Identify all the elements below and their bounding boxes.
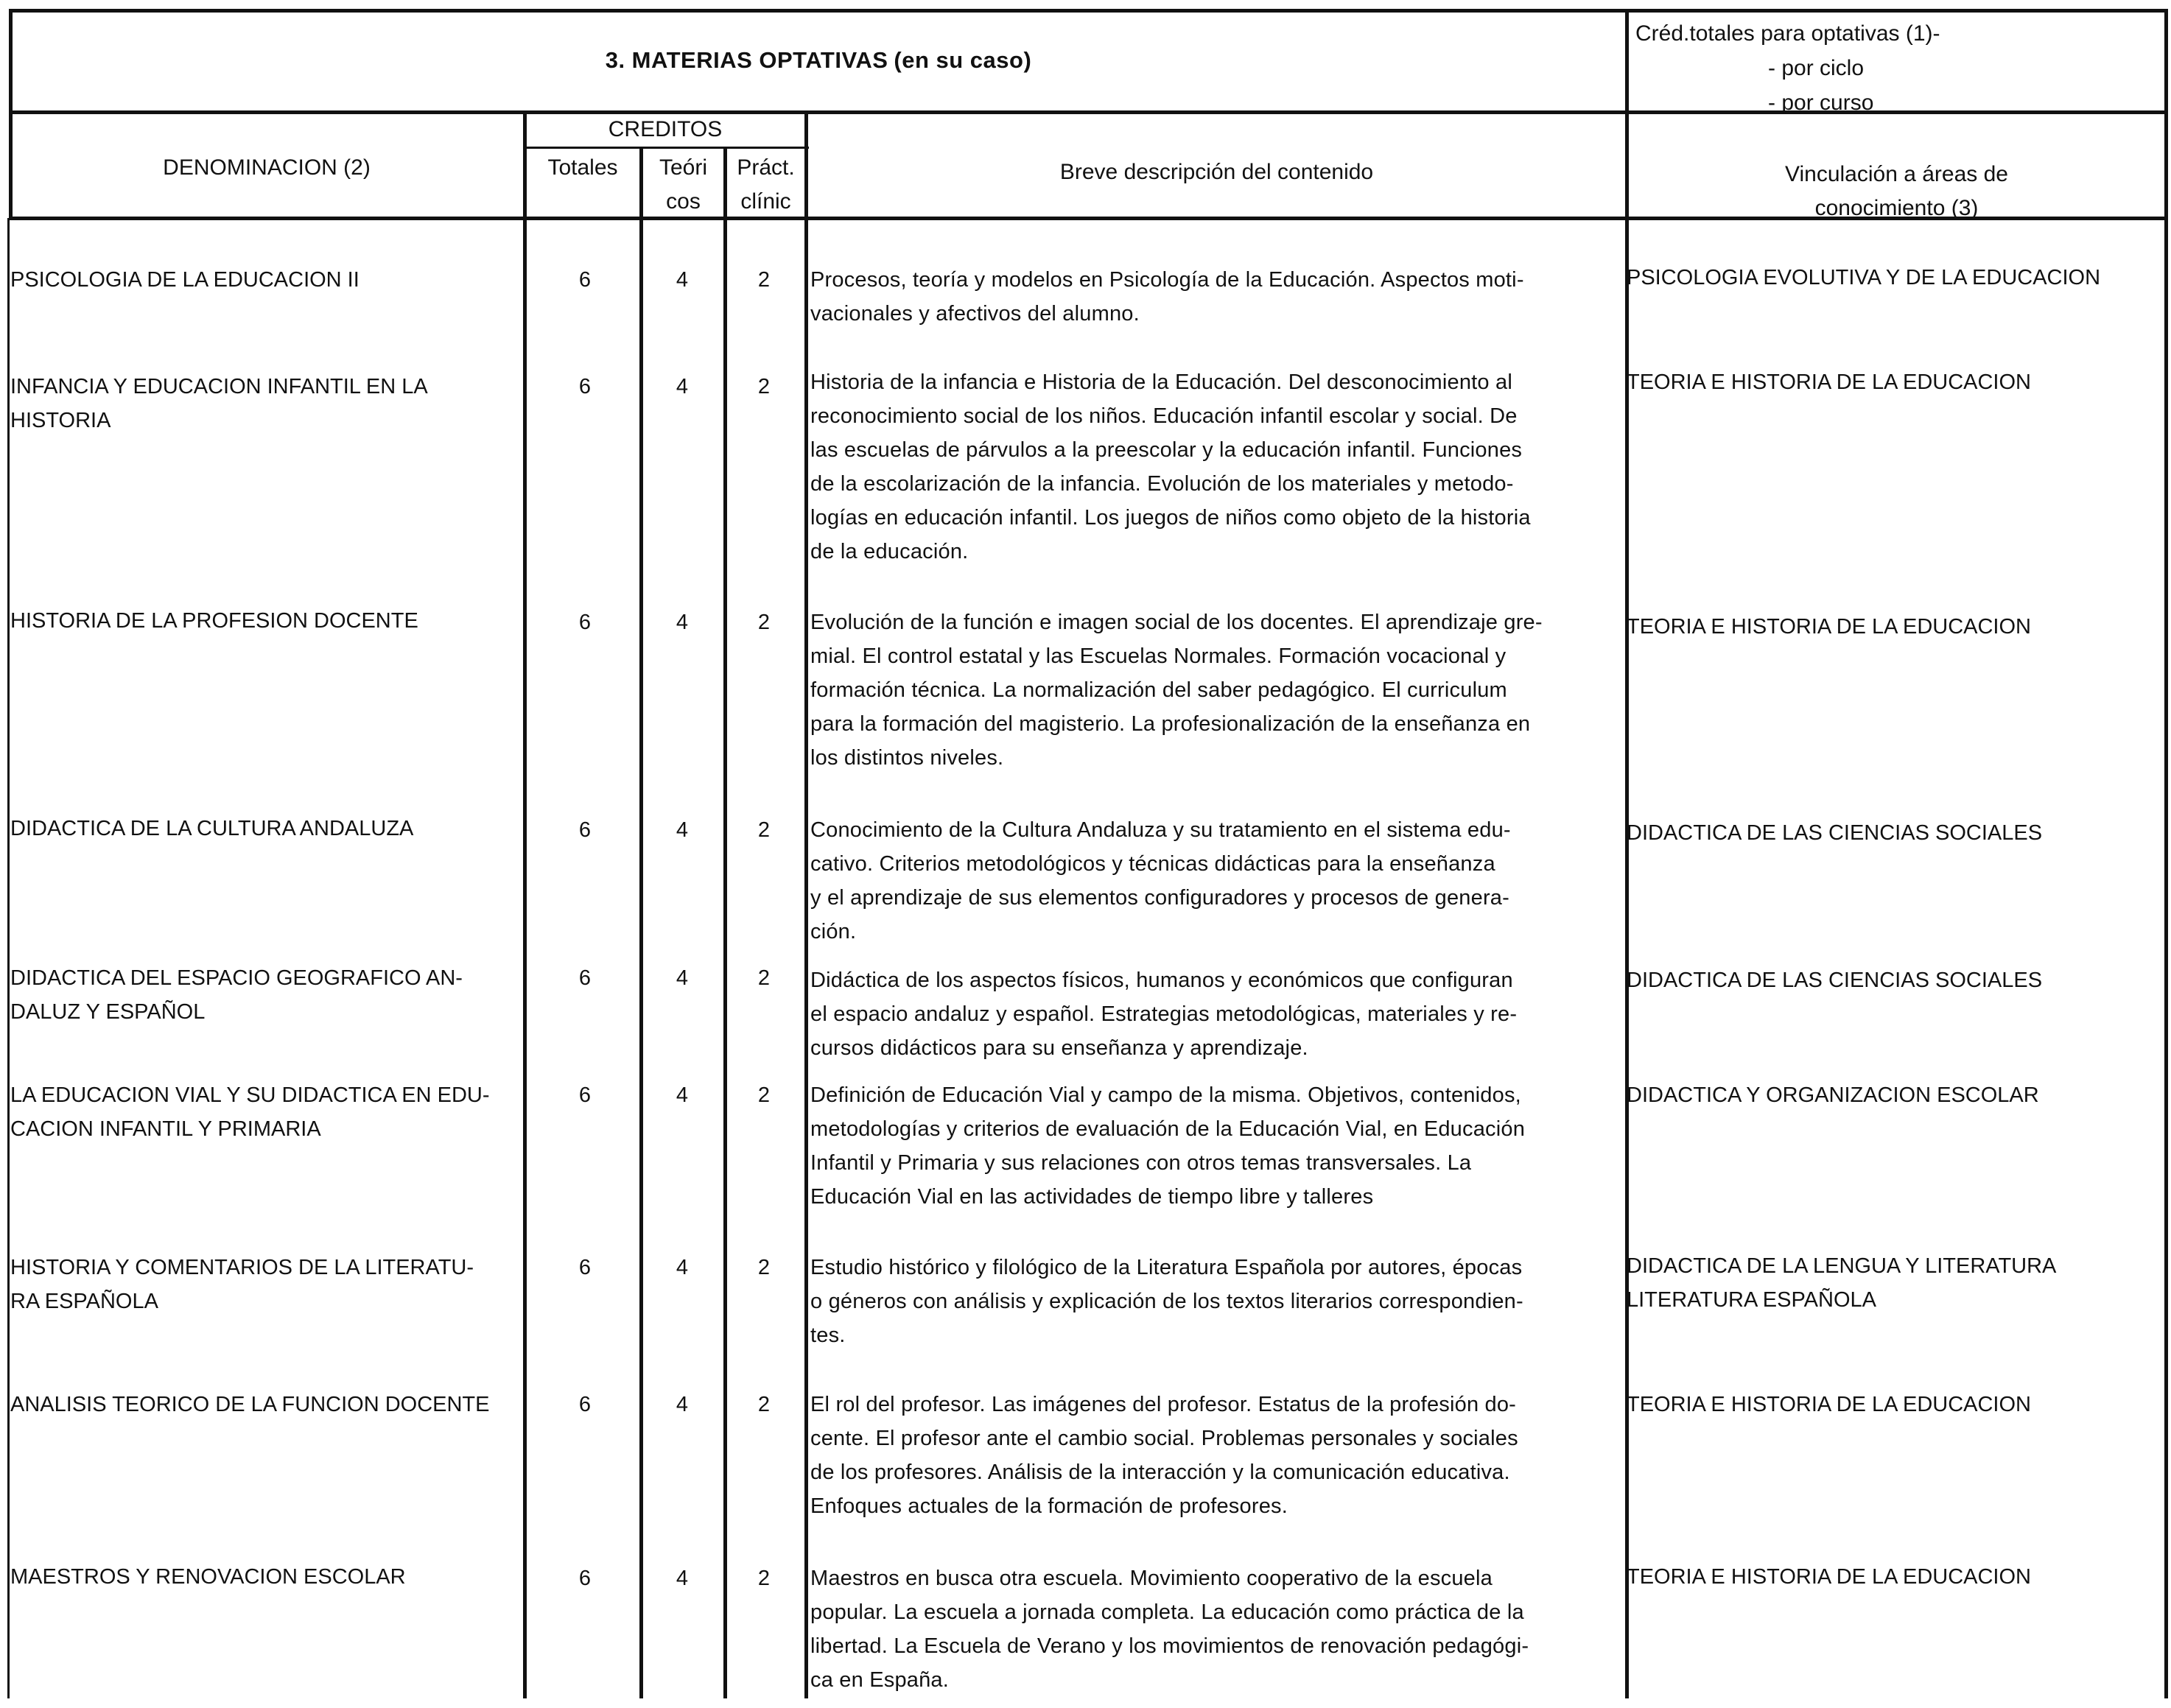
row-denominacion: HISTORIA DE LA PROFESION DOCENTE [10, 609, 418, 633]
row-practicos: 2 [757, 818, 771, 842]
row-denominacion: MAESTROS Y RENOVACION ESCOLAR [10, 1565, 406, 1589]
row-descripcion: Conocimiento de la Cultura Andaluza y su tratamiento en el sistema edu- cativo. Criterios metodológicos y técnicas didácticas para la enseñanza y el aprendizaje de sus elementos configuradores y procesos de genera- ción. [810, 818, 1511, 943]
column-divider-descripcion [804, 110, 808, 1698]
row-area: DIDACTICA Y ORGANIZACION ESCOLAR [1627, 1083, 2039, 1107]
row-totales: 6 [578, 818, 592, 842]
row-area: TEORIA E HISTORIA DE LA EDUCACION [1627, 615, 2031, 639]
row-descripcion: Procesos, teoría y modelos en Psicología de la Educación. Aspectos moti- vacionales y afectivos del alumno. [810, 268, 1524, 326]
row-totales: 6 [578, 268, 592, 292]
column-header-creditos: CREDITOS [608, 117, 723, 141]
row-denominacion: LA EDUCACION VIAL Y SU DIDACTICA EN EDU- CACION INFANTIL Y PRIMARIA [10, 1083, 490, 1141]
row-teoricos: 4 [676, 1256, 689, 1279]
column-header-teoricos-line-1: Teóri [659, 155, 708, 180]
row-practicos: 2 [757, 1393, 771, 1416]
row-area: DIDACTICA DE LA LENGUA Y LITERATURA LITERATURA ESPAÑOLA [1627, 1254, 2057, 1312]
row-totales: 6 [578, 1393, 592, 1416]
column-header-practicos [727, 151, 804, 219]
row-totales: 6 [578, 1083, 592, 1107]
column-header-practicos-line-1: Práct. [737, 155, 795, 180]
row-denominacion: DIDACTICA DE LA CULTURA ANDALUZA [10, 817, 414, 840]
row-descripcion: Historia de la infancia e Historia de la Educación. Del desconocimiento al reconocimiento social de los niños. Educación infantil escolar y social. De las escuelas de párvulos a la preescolar y la educación infantil. Funciones de la escolarización de la infancia. Evolución de los materiales y metodo- logías en educación infantil. Los juegos de niños como objeto de la historia de la educación. [810, 370, 1531, 563]
column-divider-practicos [723, 147, 727, 1698]
column-header-teoricos [643, 151, 723, 219]
row-practicos: 2 [757, 1256, 771, 1279]
row-teoricos: 4 [676, 268, 689, 292]
column-header-vinculacion-line-2: conocimiento (3) [1814, 196, 1979, 220]
row-teoricos: 4 [676, 1567, 689, 1590]
row-teoricos: 4 [676, 375, 689, 398]
column-header-denominacion: DENOMINACION (2) [163, 155, 371, 180]
column-header-vinculacion-line-1: Vinculación a áreas de [1785, 162, 2008, 186]
row-area: PSICOLOGIA EVOLUTIVA Y DE LA EDUCACION [1627, 266, 2101, 289]
row-practicos: 2 [757, 375, 771, 398]
column-header-totales: Totales [547, 155, 618, 180]
section-title [10, 10, 1627, 110]
credits-note-line-3: - por curso [1768, 91, 1874, 115]
row-totales: 6 [578, 611, 592, 634]
row-denominacion: ANALISIS TEORICO DE LA FUNCION DOCENTE [10, 1393, 490, 1416]
column-header-descripcion: Breve descripción del contenido [1059, 160, 1374, 184]
row-descripcion: Estudio histórico y filológico de la Literatura Española por autores, épocas o géneros con análisis y explicación de los textos literarios correspondien- tes. [810, 1256, 1523, 1347]
row-practicos: 2 [757, 611, 771, 634]
row-practicos: 2 [757, 1083, 771, 1107]
row-practicos: 2 [757, 966, 771, 990]
section-title-main: 3. MATERIAS OPTATIVAS [605, 47, 888, 73]
row-teoricos: 4 [676, 966, 689, 990]
row-teoricos: 4 [676, 1083, 689, 1107]
row-area: TEORIA E HISTORIA DE LA EDUCACION [1627, 370, 2031, 394]
row-totales: 6 [578, 1567, 592, 1590]
row-descripcion: Evolución de la función e imagen social de los docentes. El aprendizaje gre- mial. El control estatal y las Escuelas Normales. Formación vocacional y formación técnica. La normalización del saber pedagógico. El curriculum para la formación del magisterio. La profesionalización de la enseñanza en los distintos niveles. [810, 611, 1543, 770]
row-descripcion: El rol del profesor. Las imágenes del profesor. Estatus de la profesión do- cente. El profesor ante el cambio social. Problemas personales y sociales de los profesores. Análisis de la interacción y la comunicación educativa. Enfoques actuales de la formación de profesores. [810, 1393, 1518, 1518]
row-descripcion: Maestros en busca otra escuela. Movimiento cooperativo de la escuela popular. La escuela a jornada completa. La educación como práctica de la libertad. La Escuela de Verano y los movimientos de renovación pedagógi- ca en España. [810, 1567, 1529, 1692]
table-border-right [2164, 9, 2168, 1698]
row-totales: 6 [578, 966, 592, 990]
row-denominacion: HISTORIA Y COMENTARIOS DE LA LITERATU- RA ESPAÑOLA [10, 1256, 474, 1313]
row-area: DIDACTICA DE LAS CIENCIAS SOCIALES [1627, 969, 2043, 992]
row-area: DIDACTICA DE LAS CIENCIAS SOCIALES [1627, 821, 2043, 845]
column-header-vinculacion [1629, 158, 2164, 225]
row-practicos: 2 [757, 1567, 771, 1590]
row-teoricos: 4 [676, 611, 689, 634]
row-descripcion: Didáctica de los aspectos físicos, humanos y económicos que configuran el espacio andaluz y español. Estrategias metodológicas, materiales y re- cursos didácticos para su enseñanza y aprendizaje. [810, 969, 1518, 1060]
row-teoricos: 4 [676, 818, 689, 842]
table-border-left-lower [7, 218, 10, 1698]
row-denominacion: PSICOLOGIA DE LA EDUCACION II [10, 268, 360, 292]
creditos-subheader-line [526, 147, 809, 149]
column-divider-totales [523, 110, 527, 1698]
credits-note-line-1: Créd.totales para optativas (1)- [1635, 21, 1940, 46]
row-area: TEORIA E HISTORIA DE LA EDUCACION [1627, 1565, 2031, 1589]
row-descripcion: Definición de Educación Vial y campo de la misma. Objetivos, contenidos, metodologías y criterios de evaluación de la Educación Vial, en Educación Infantil y Primaria y sus relaciones con otros temas transversales. La Educación Vial en las actividades de tiempo libre y talleres [810, 1083, 1526, 1209]
row-totales: 6 [578, 375, 592, 398]
section-title-suffix: (en su caso) [894, 47, 1032, 73]
row-practicos: 2 [757, 268, 771, 292]
row-totales: 6 [578, 1256, 592, 1279]
column-header-teoricos-line-2: cos [666, 189, 701, 214]
column-header-practicos-line-2: clínic [740, 189, 791, 214]
credits-note [1635, 16, 2166, 120]
row-area: TEORIA E HISTORIA DE LA EDUCACION [1627, 1393, 2031, 1416]
row-denominacion: DIDACTICA DEL ESPACIO GEOGRAFICO AN- DALUZ Y ESPAÑOL [10, 966, 463, 1024]
credits-note-line-2: - por ciclo [1768, 56, 1865, 80]
row-denominacion: INFANCIA Y EDUCACION INFANTIL EN LA HISTORIA [10, 375, 428, 432]
row-teoricos: 4 [676, 1393, 689, 1416]
column-divider-teoricos [639, 147, 643, 1698]
